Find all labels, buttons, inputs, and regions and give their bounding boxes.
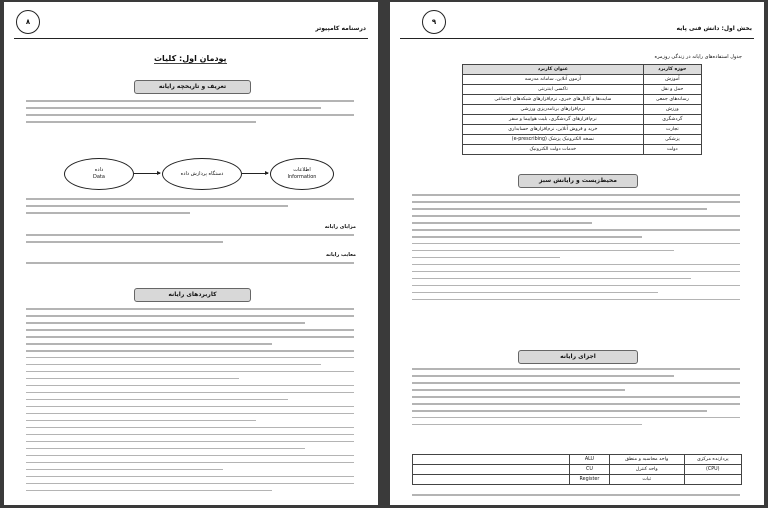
table-row: آموزش آزمون آنلاین، سامانه مدرسه: [463, 75, 702, 85]
table-row: ثبات Register: [413, 475, 742, 485]
paragraph: [26, 100, 354, 128]
page-header: [400, 8, 754, 39]
diagram-input: داده Data: [64, 158, 134, 190]
paragraph: [26, 198, 354, 219]
table-row: حمل و نقل تاکسی اینترنتی: [463, 85, 702, 95]
paragraph: [412, 194, 740, 306]
paragraph: [412, 368, 740, 431]
diagram-arrow: [134, 173, 160, 174]
table-row: (CPU) واحد کنترل CU: [413, 465, 742, 475]
table-caption: جدول استفاده‌های رایانه در زندگی روزمره: [654, 54, 742, 60]
table-row: ورزش نرم‌افزارهای برنامه‌ریزی ورزشی: [463, 105, 702, 115]
paragraph: [26, 308, 354, 497]
paragraph: [26, 262, 354, 269]
subheading: مزایای رایانه: [324, 224, 356, 230]
page-number: ۹: [417, 5, 451, 39]
right-page: [390, 2, 764, 505]
diagram-process: دستگاه پردازش داده: [162, 158, 242, 190]
table-row: پردازنده مرکزی واحد محاسبه و منطق ALU: [413, 455, 742, 465]
table-row: رسانه‌های جمعی سایت‌ها و کانال‌های خبری، نرم‌افزارهای شبکه‌های اجتماعی: [463, 95, 702, 105]
subheading: معایب رایانه: [326, 252, 356, 258]
page-header: [14, 8, 368, 39]
header-title: بخش اول: دانش فنی پایه: [676, 25, 752, 32]
cpu-units-table: [412, 454, 742, 485]
left-page: [4, 2, 378, 505]
section-heading: محیط‌زیست و رایانش سبز: [518, 174, 638, 188]
table-row: گردشگری نرم‌افزارهای گردشگری، بلیت هواپیما و سفر: [463, 115, 702, 125]
section-heading: تعریف و تاریخچه رایانه: [134, 80, 251, 94]
diagram-output: اطلاعات Information: [270, 158, 334, 190]
table-row: دولت خدمات دولت الکترونیک: [463, 145, 702, 155]
diagram-arrow: [242, 173, 268, 174]
table-header: حوزه کاربرد: [643, 65, 701, 75]
page-number: ۸: [11, 5, 45, 39]
header-title: درسنامه کامپیوتر: [315, 25, 366, 32]
table-row: پزشکی نسخه الکترونیک پزشک (e-prescribing): [463, 135, 702, 145]
table-header: عنوان کاربرد: [463, 65, 644, 75]
section-heading: اجزای رایانه: [518, 350, 638, 364]
table-row: تجارت خرید و فروش آنلاین، نرم‌افزارهای حسابداری: [463, 125, 702, 135]
chapter-title: پودمان اول: کلیات: [154, 54, 227, 63]
usage-table: [462, 64, 702, 155]
paragraph: [412, 494, 740, 501]
section-heading: کاربردهای رایانه: [134, 288, 251, 302]
paragraph: [26, 234, 354, 248]
